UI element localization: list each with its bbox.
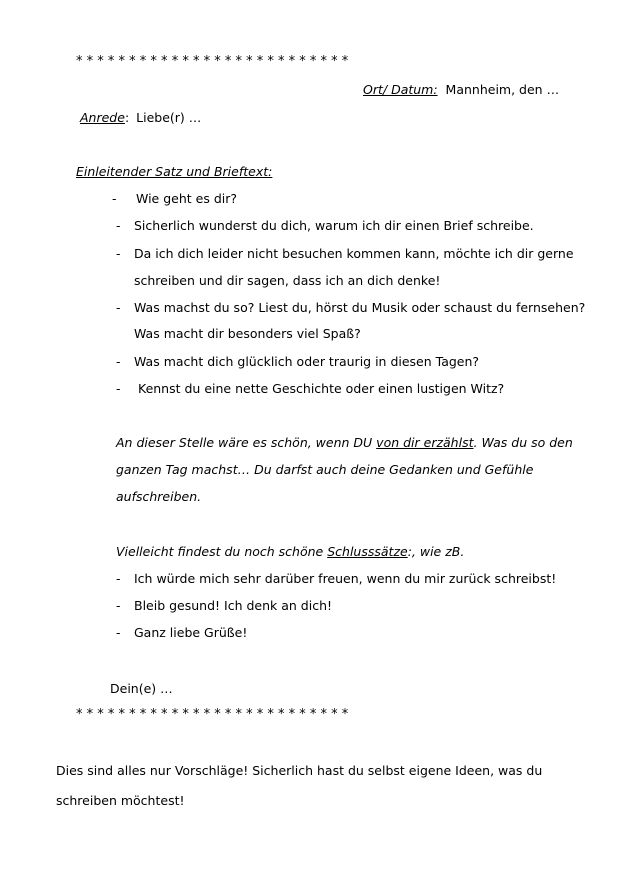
question-item: Kennst du eine nette Geschichte oder einen lustigen Witz? xyxy=(138,381,505,396)
closing-item: Ganz liebe Grüße! xyxy=(134,625,248,640)
bullet-dash: - xyxy=(116,625,121,640)
bullet-dash: - xyxy=(116,598,121,613)
closing-item: Bleib gesund! Ich denk an dich! xyxy=(134,598,333,613)
salutation-label: Anrede xyxy=(80,110,125,125)
closing-intro-text: :, wie zB. xyxy=(407,544,465,559)
question-item: Was macht dich glücklich oder traurig in diesen Tagen? xyxy=(134,354,480,369)
closing-intro-text: Vielleicht findest du noch schöne xyxy=(116,544,328,559)
separator-top: * * * * * * * * * * * * * * * * * * * * * * * * * * xyxy=(76,54,349,69)
paragraph-line-3: aufschreiben. xyxy=(116,489,202,504)
question-item: Sicherlich wunderst du dich, warum ich dir einen Brief schreibe. xyxy=(134,218,534,233)
paragraph-text: . Was du so den xyxy=(473,435,573,450)
separator-bottom: * * * * * * * * * * * * * * * * * * * * * * * * * * xyxy=(76,707,349,722)
salutation-line xyxy=(80,110,201,125)
paragraph-line-2: ganzen Tag machst… Du darfst auch deine Gedanken und Gefühle xyxy=(116,462,534,477)
footer-note-line-1: Dies sind alles nur Vorschläge! Sicherlich hast du selbst eigene Ideen, was du xyxy=(56,763,543,778)
place-date-value: Mannheim, den … xyxy=(445,82,560,97)
closing-intro-emphasis: Schlusssätze xyxy=(327,544,408,559)
paragraph-line-1 xyxy=(116,435,573,450)
question-item: Was machst du so? Liest du, hörst du Musik oder schaust du fernsehen? xyxy=(134,300,586,315)
question-item-continued: Was macht dir besonders viel Spaß? xyxy=(134,326,361,341)
footer-note-line-2: schreiben möchtest! xyxy=(56,793,185,808)
closing-intro xyxy=(116,544,464,559)
salutation-value: Liebe(r) … xyxy=(136,110,202,125)
question-item: Wie geht es dir? xyxy=(136,191,238,206)
bullet-dash: - xyxy=(116,354,121,369)
intro-heading: Einleitender Satz und Brieftext: xyxy=(76,164,273,179)
place-date-label: Ort/ Datum: xyxy=(363,82,438,97)
place-date-line xyxy=(363,82,559,97)
paragraph-emphasis: von dir erzählst xyxy=(376,435,474,450)
closing-item: Ich würde mich sehr darüber freuen, wenn du mir zurück schreibst! xyxy=(134,571,557,586)
question-item-continued: schreiben und dir sagen, dass ich an dich denke! xyxy=(134,273,441,288)
paragraph-text: An dieser Stelle wäre es schön, wenn DU xyxy=(116,435,377,450)
bullet-dash: - xyxy=(116,246,121,261)
question-item: Da ich dich leider nicht besuchen kommen kann, möchte ich dir gerne xyxy=(134,246,574,261)
bullet-dash: - xyxy=(116,381,121,396)
bullet-dash: - xyxy=(112,191,117,206)
bullet-dash: - xyxy=(116,218,121,233)
bullet-dash: - xyxy=(116,571,121,586)
salutation-colon: : xyxy=(124,110,130,125)
bullet-dash: - xyxy=(116,300,121,315)
signoff: Dein(e) … xyxy=(110,681,173,696)
